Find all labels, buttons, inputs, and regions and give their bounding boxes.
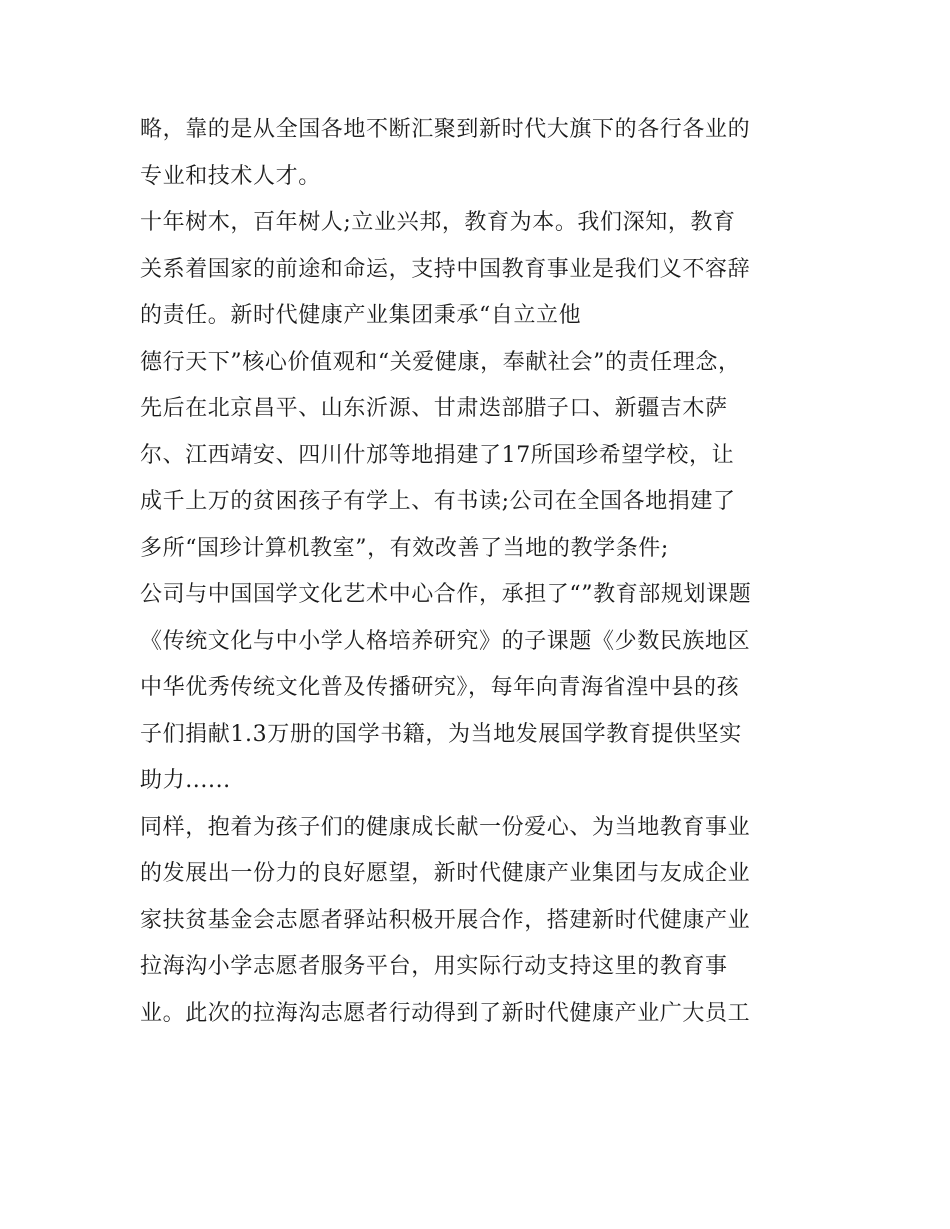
text-line: 德行天下”核心价值观和“关爱健康，奉献社会”的责任理念， bbox=[140, 349, 741, 375]
text-line: 关系着国家的前途和命运，支持中国教育事业是我们义不容辞 bbox=[140, 256, 751, 282]
text-line: 公司与中国国学文化艺术中心合作，承担了“”教育部规划课题 bbox=[140, 582, 752, 607]
text-line: 先后在北京昌平、山东沂源、甘肃迭部腊子口、新疆吉木萨 bbox=[140, 396, 728, 421]
text-line: 略，靠的是从全国各地不断汇聚到新时代大旗下的各行各业的 bbox=[140, 117, 751, 142]
text-line: 专业和技术人才。 bbox=[140, 163, 321, 189]
text-line: 《传统文化与中小学人格培养研究》的子课题《少数民族地区 bbox=[140, 628, 751, 654]
text-line: 的责任。新时代健康产业集团秉承“自立立他 bbox=[140, 303, 582, 328]
text-line: 的发展出一份力的良好愿望，新时代健康产业集团与友成企业 bbox=[140, 861, 751, 886]
text-line: 业。此次的拉海沟志愿者行动得到了新时代健康产业广大员工 bbox=[140, 1000, 751, 1026]
text-line: 子们捐献1.3万册的国学书籍，为当地发展国学教育提供坚实 bbox=[140, 721, 742, 747]
text-line: 多所“国珍计算机教室”，有效改善了当地的教学条件; bbox=[140, 535, 669, 561]
document-body bbox=[140, 107, 820, 1037]
text-line: 尔、江西靖安、四川什邡等地捐建了17所国珍希望学校，让 bbox=[140, 442, 735, 468]
text-line: 拉海沟小学志愿者服务平台，用实际行动支持这里的教育事 bbox=[140, 954, 728, 979]
text-line: 十年树木，百年树人;立业兴邦，教育为本。我们深知，教育 bbox=[140, 210, 736, 235]
text-line: 成千上万的贫困孩子有学上、有书读;公司在全国各地捐建了 bbox=[140, 489, 736, 514]
text-line: 助力...... bbox=[140, 768, 231, 793]
text-line: 同样，抱着为孩子们的健康成长献一份爱心、为当地教育事业 bbox=[140, 814, 751, 840]
text-line: 家扶贫基金会志愿者驿站积极开展合作，搭建新时代健康产业 bbox=[140, 907, 751, 933]
text-line: 中华优秀传统文化普及传播研究》，每年向青海省湟中县的孩 bbox=[140, 675, 740, 700]
